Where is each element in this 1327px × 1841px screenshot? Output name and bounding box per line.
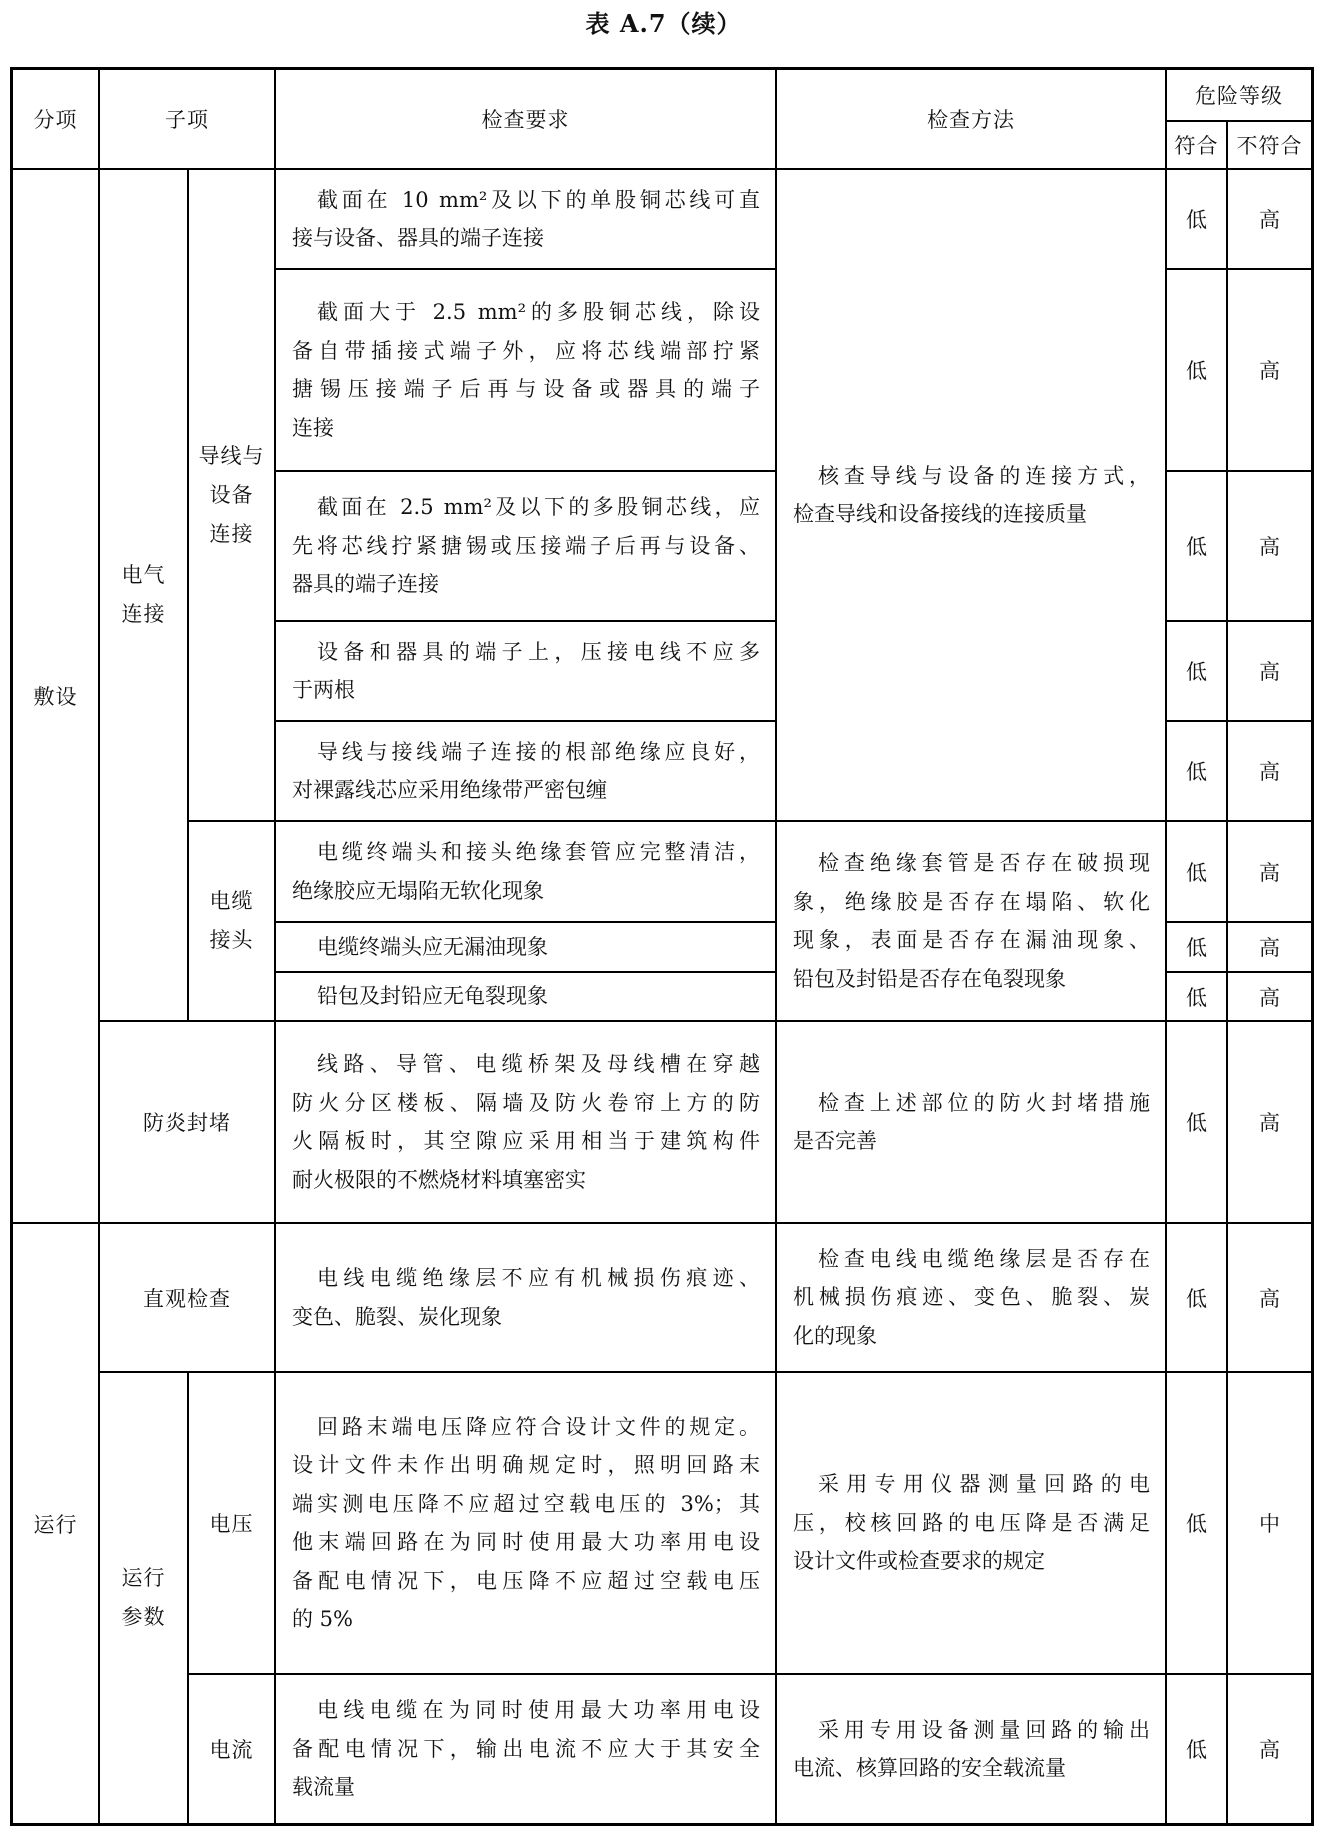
requirement-text [276, 488, 775, 604]
text-line: 截面在 10 mm²及以下的单股铜芯线可直 [317, 187, 760, 212]
risk-value: 低 [1186, 1111, 1207, 1135]
text-line: 设备 [209, 482, 254, 507]
method-text [777, 457, 1165, 534]
subitem-label [122, 556, 166, 634]
requirement-text [276, 181, 775, 258]
requirement-text [276, 1259, 775, 1336]
header-cell-compliant [1166, 121, 1227, 169]
method-cell [776, 1372, 1166, 1674]
requirement-cell [275, 1021, 776, 1223]
risk-non-compliant-cell [1227, 471, 1312, 621]
subitem-label: 直观检查 [143, 1286, 231, 1311]
risk-non-compliant-cell [1227, 1223, 1312, 1372]
requirement-cell [275, 169, 776, 269]
text-line: 电线电缆绝缘层不应有机械损伤痕迹、 [317, 1266, 760, 1290]
risk-compliant-cell [1166, 972, 1227, 1021]
risk-non-compliant-cell [1227, 922, 1312, 972]
requirement-text [276, 1045, 775, 1199]
text-line: 他末端回路在为同时使用最大功率用电设 [292, 1530, 760, 1554]
requirement-text [276, 633, 775, 710]
risk-value: 高 [1259, 208, 1280, 232]
text-line: 导线与接线端子连接的根部绝缘应良好， [317, 739, 760, 764]
text-line: 器具的端子连接 [292, 572, 439, 597]
risk-value: 高 [1259, 535, 1280, 559]
header-cell-subitem [99, 69, 275, 169]
risk-non-compliant-cell [1227, 721, 1312, 821]
risk-compliant-cell [1166, 269, 1227, 471]
text-line: 截面在 2.5 mm²及以下的多股铜芯线，应 [317, 495, 760, 520]
subitem-cell-wire-device-connection [188, 169, 275, 821]
header-label: 检查要求 [481, 108, 570, 132]
text-line: 电缆 [209, 889, 254, 913]
risk-value: 低 [1186, 359, 1207, 383]
text-line: 参数 [121, 1605, 166, 1629]
text-line: 检查电线电缆绝缘层是否存在 [818, 1246, 1150, 1271]
risk-value: 中 [1259, 1512, 1280, 1536]
requirement-text [276, 293, 775, 447]
text-line: 电缆终端头应无漏油现象 [317, 934, 548, 959]
requirement-text [276, 833, 775, 910]
method-text [777, 844, 1165, 998]
method-text [777, 1465, 1165, 1581]
text-line: 接头 [209, 928, 254, 952]
header-cell-risk-level [1166, 69, 1312, 121]
subitem-cell-current [188, 1674, 275, 1824]
risk-value: 低 [1186, 208, 1207, 232]
risk-value: 高 [1259, 359, 1280, 383]
table-title: 表 A.7（续） [585, 9, 742, 38]
text-line: 备配电情况下，输出电流不应大于其安全 [292, 1736, 760, 1761]
risk-value: 高 [1259, 985, 1280, 1010]
requirement-cell [275, 621, 776, 721]
method-text [777, 1240, 1165, 1356]
method-cell [776, 1223, 1166, 1372]
risk-non-compliant-cell [1227, 621, 1312, 721]
text-line: 核查导线与设备的连接方式， [818, 463, 1150, 488]
risk-value: 低 [1186, 760, 1207, 784]
header-cell-non-compliant [1227, 121, 1312, 169]
text-line: 设计文件或检查要求的规定 [793, 1549, 1045, 1574]
risk-compliant-cell [1166, 821, 1227, 922]
risk-value: 高 [1259, 1286, 1280, 1311]
category-label: 敷设 [33, 685, 78, 709]
requirement-cell [275, 1674, 776, 1824]
text-line: 电气 [121, 563, 166, 587]
risk-value: 高 [1259, 860, 1280, 885]
risk-value: 高 [1259, 760, 1280, 784]
text-line: 耐火极限的不燃烧材料填塞密实 [292, 1167, 586, 1192]
risk-value: 低 [1186, 936, 1207, 960]
text-line: 端实测电压降不应超过空载电压的 3%；其 [292, 1491, 760, 1516]
subitem-label: 电流 [209, 1738, 254, 1762]
requirement-cell [275, 922, 776, 972]
category-cell-laying [12, 169, 99, 1223]
risk-compliant-cell [1166, 1021, 1227, 1223]
risk-value: 高 [1259, 1111, 1280, 1135]
risk-value: 低 [1186, 1738, 1207, 1762]
text-line: 截面大于 2.5 mm²的多股铜芯线，除设 [317, 300, 760, 324]
text-line: 检查上述部位的防火封堵措施 [818, 1090, 1150, 1115]
text-line: 接与设备、器具的端子连接 [292, 226, 544, 250]
text-line: 连接 [121, 602, 166, 626]
risk-compliant-cell [1166, 471, 1227, 621]
method-text [777, 1711, 1165, 1788]
risk-value: 高 [1259, 1738, 1280, 1762]
risk-compliant-cell [1166, 169, 1227, 269]
category-cell-operation [12, 1223, 99, 1824]
text-line: 电缆终端头和接头绝缘套管应完整清洁， [317, 840, 760, 864]
text-line: 检查绝缘套管是否存在破损现 [818, 851, 1150, 875]
header-label: 分项 [33, 108, 78, 132]
risk-value: 低 [1186, 985, 1207, 1010]
risk-compliant-cell [1166, 1674, 1227, 1824]
text-line: 化的现象 [793, 1323, 877, 1348]
header-label: 符合 [1174, 134, 1219, 158]
risk-value: 低 [1186, 1512, 1207, 1536]
header-label: 检查方法 [927, 108, 1015, 132]
text-line: 采用专用仪器测量回路的电 [818, 1472, 1150, 1497]
header-cell-method [776, 69, 1166, 169]
requirement-cell [275, 471, 776, 621]
risk-non-compliant-cell [1227, 1021, 1312, 1223]
text-line: 现象，表面是否存在漏油现象、 [793, 928, 1150, 952]
text-line: 电线电缆在为同时使用最大功率用电设 [317, 1698, 760, 1723]
risk-non-compliant-cell [1227, 269, 1312, 471]
subitem-cell-cable-joint [188, 821, 275, 1021]
text-line: 于两根 [292, 678, 355, 702]
subitem-label [199, 437, 265, 554]
text-line: 设备和器具的端子上，压接电线不应多 [317, 639, 760, 664]
requirement-text [276, 1691, 775, 1807]
risk-non-compliant-cell [1227, 821, 1312, 922]
risk-value: 高 [1259, 936, 1280, 960]
risk-compliant-cell [1166, 621, 1227, 721]
text-line: 铅包及封铅应无龟裂现象 [317, 984, 548, 1009]
requirement-text [276, 1408, 775, 1639]
subitem-cell-voltage [188, 1372, 275, 1674]
requirement-cell [275, 1223, 776, 1372]
risk-non-compliant-cell [1227, 1372, 1312, 1674]
text-line: 铅包及封铅是否存在龟裂现象 [793, 966, 1066, 991]
text-line: 搪锡压接端子后再与设备或器具的端子 [292, 377, 760, 401]
header-label: 子项 [165, 108, 209, 132]
text-line: 防火分区楼板、隔墙及防火卷帘上方的防 [292, 1090, 760, 1115]
method-cell [776, 1021, 1166, 1223]
text-line: 电流、核算回路的安全载流量 [793, 1756, 1066, 1780]
text-line: 变色、脆裂、炭化现象 [292, 1304, 502, 1329]
requirement-text [276, 733, 775, 810]
text-line: 先将芯线拧紧搪锡或压接端子后再与设备、 [292, 533, 760, 558]
text-line: 运行 [121, 1566, 166, 1590]
method-cell [776, 821, 1166, 1021]
risk-value: 低 [1186, 660, 1207, 684]
header-cell-requirement [275, 69, 776, 169]
text-line: 导线与 [198, 443, 265, 468]
text-line: 设计文件未作出明确规定时，照明回路末 [292, 1453, 760, 1477]
subitem-label [122, 1559, 166, 1637]
risk-compliant-cell [1166, 1372, 1227, 1674]
text-line: 连接 [209, 521, 254, 546]
text-line: 连接 [292, 415, 334, 440]
header-label: 危险等级 [1195, 84, 1283, 108]
risk-value: 高 [1259, 660, 1280, 684]
requirement-text [276, 977, 775, 1016]
requirement-text [276, 928, 775, 967]
risk-non-compliant-cell [1227, 169, 1312, 269]
category-label: 运行 [33, 1512, 78, 1537]
text-line: 线路、导管、电缆桥架及母线槽在穿越 [317, 1052, 760, 1076]
header-cell-category [12, 69, 99, 169]
text-line: 采用专用设备测量回路的输出 [818, 1717, 1150, 1742]
text-line: 对裸露线芯应采用绝缘带严密包缠 [292, 778, 607, 802]
header-label: 不符合 [1236, 134, 1303, 158]
requirement-cell [275, 821, 776, 922]
risk-value: 低 [1186, 1286, 1207, 1311]
text-line: 火隔板时，其空隙应采用相当于建筑构件 [292, 1129, 760, 1153]
text-line: 压，校核回路的电压降是否满足 [793, 1510, 1150, 1535]
subitem-cell-operating-parameters [99, 1372, 188, 1824]
risk-non-compliant-cell [1227, 972, 1312, 1021]
method-text [777, 1084, 1165, 1161]
text-line: 机械损伤痕迹、变色、脆裂、炭 [793, 1285, 1150, 1310]
subitem-cell-visual-inspection [99, 1223, 275, 1372]
text-line: 检查导线和设备接线的连接质量 [793, 502, 1087, 526]
risk-value: 低 [1186, 535, 1207, 559]
text-line: 绝缘胶应无塌陷无软化现象 [292, 878, 544, 903]
risk-compliant-cell [1166, 1223, 1227, 1372]
requirement-cell [275, 269, 776, 471]
text-line: 备配电情况下，电压降不应超过空载电压 [292, 1568, 760, 1593]
requirement-cell [275, 721, 776, 821]
text-line: 的 5% [292, 1607, 353, 1631]
risk-compliant-cell [1166, 721, 1227, 821]
requirement-cell [275, 1372, 776, 1674]
requirement-cell [275, 972, 776, 1021]
risk-non-compliant-cell [1227, 1674, 1312, 1824]
subitem-cell-electrical-connection [99, 169, 188, 1021]
subitem-label: 电压 [209, 1512, 254, 1536]
text-line: 备自带插接式端子外，应将芯线端部拧紧 [292, 338, 760, 363]
method-cell [776, 169, 1166, 821]
method-cell [776, 1674, 1166, 1824]
text-line: 载流量 [292, 1775, 355, 1800]
text-line: 是否完善 [793, 1129, 877, 1153]
text-line: 回路末端电压降应符合设计文件的规定。 [317, 1414, 760, 1439]
subitem-label: 防炎封堵 [143, 1111, 231, 1135]
risk-value: 低 [1186, 860, 1207, 885]
risk-compliant-cell [1166, 922, 1227, 972]
subitem-cell-fire-sealing [99, 1021, 275, 1223]
text-line: 象，绝缘胶是否存在塌陷、软化 [793, 889, 1150, 914]
subitem-label [210, 882, 254, 960]
